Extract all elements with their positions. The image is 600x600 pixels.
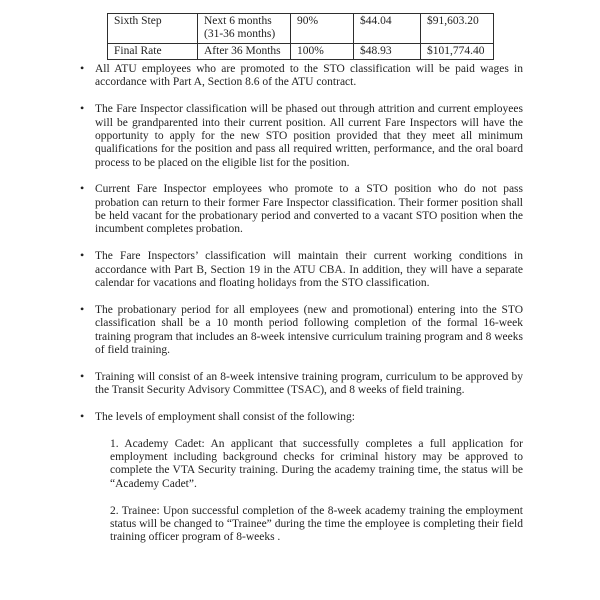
bullet-icon: •	[80, 248, 85, 263]
table-row-sixth-step	[108, 14, 494, 44]
cell-percent: 100%	[291, 43, 354, 59]
bullet-text: The Fare Inspector classification will be phased out through attrition and current employees will be grandparented into their current position. All current Fare Inspectors will have the opportunity to apply for the new STO position provided that they meet all minimum qualifications for the position and pass all required written, performance, and the oral board process to be placed on the eligible list for the position.	[95, 103, 523, 169]
wage-step-table	[107, 13, 494, 60]
bullet-text: Training will consist of an 8-week intensive training program, curriculum to be approved by the Transit Security Advisory Committee (TSAC), and 8 weeks of field training.	[95, 370, 523, 397]
bullet-text: All ATU employees who are promoted to the STO classification will be paid wages in accordance with Part A, Section 8.6 of the ATU contract.	[95, 63, 523, 89]
cell-period: After 36 Months	[198, 43, 291, 59]
bullet-text: The Fare Inspectors’ classification will maintain their current working conditions in accordance with Part B, Section 19 in the ATU CBA. In addition, they will have a separate calendar for vacations and floating holidays from the STO classification.	[95, 250, 523, 289]
bullet-item	[78, 250, 523, 290]
body-text	[78, 63, 523, 558]
bullet-icon: •	[80, 301, 85, 316]
bullet-text: The probationary period for all employees (new and promotional) entering into the STO classification shall be a 10 month period following completion of the formal 16-week training program that includes an 8-week intensive curriculum training program and 8 weeks of field training.	[95, 303, 523, 356]
bullet-text: Current Fare Inspector employees who promote to a STO position who do not pass probation can return to their former Fare Inspector classification. Their former position shall be held vacant for the probationary period and converted to a vacant STO position when the incumbent completes probation.	[95, 183, 523, 236]
bullet-item	[78, 103, 523, 170]
bullet-icon: •	[80, 181, 85, 196]
numbered-paragraph-academy-cadet: 1. Academy Cadet: An applicant that successfully completes a full application for employment including background checks for criminal history may be approved to complete the VTA Security training. During the academy training time, the status will be “Academy Cadet”.	[110, 437, 523, 490]
cell-annual-salary: $101,774.40	[421, 43, 494, 59]
cell-percent: 90%	[291, 14, 354, 44]
numbered-paragraph-trainee: 2. Trainee: Upon successful completion of the 8-week academy training the employment status will be changed to “Trainee” during the time the employee is completing their field training officer program of 8-weeks .	[110, 504, 523, 544]
bullet-item	[78, 368, 523, 398]
bullet-item	[78, 63, 523, 90]
cell-period: Next 6 months (31-36 months)	[198, 14, 291, 44]
bullet-text: The levels of employment shall consist of the following:	[95, 410, 355, 423]
bullet-item	[78, 408, 523, 424]
bullet-item	[78, 301, 523, 357]
cell-hourly-rate: $44.04	[354, 14, 421, 44]
bullet-icon: •	[80, 368, 85, 383]
bullet-icon: •	[80, 61, 85, 75]
cell-step: Sixth Step	[108, 14, 198, 44]
cell-annual-salary: $91,603.20	[421, 14, 494, 44]
bullet-icon: •	[80, 408, 85, 423]
bullet-icon: •	[80, 101, 85, 116]
cell-hourly-rate: $48.93	[354, 43, 421, 59]
cell-step: Final Rate	[108, 43, 198, 59]
bullet-item	[78, 183, 523, 236]
table-row-final-rate	[108, 43, 494, 59]
